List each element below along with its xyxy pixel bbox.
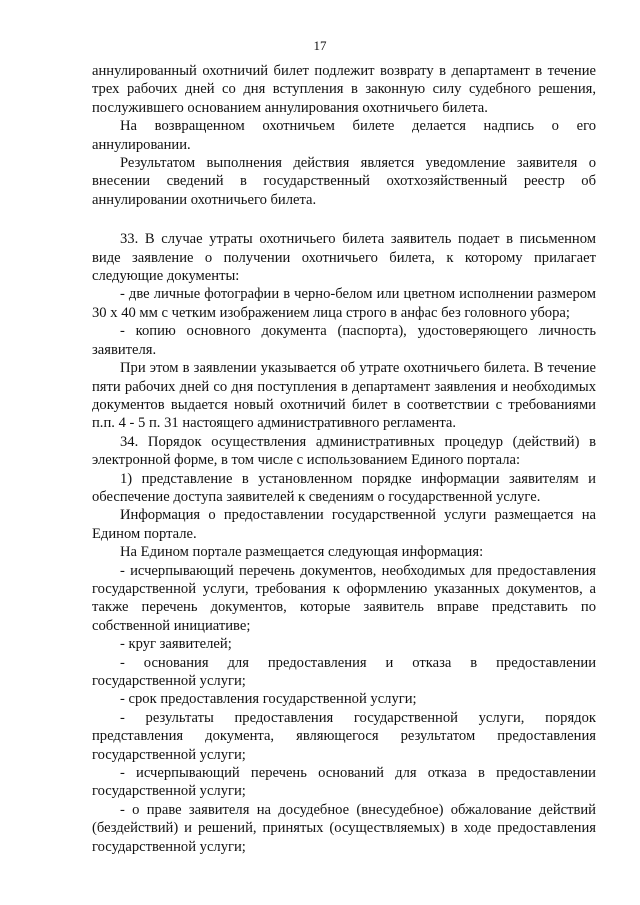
paragraph: - результаты предоставления государственной услуги, порядок представления документа, являющегося результатом предоставления государственной услуги; — [92, 709, 596, 763]
paragraph: - срок предоставления государственной услуги; — [120, 691, 417, 708]
page-number: 17 — [313, 38, 327, 53]
paragraph: 1) представление в установленном порядке информации заявителям и обеспечение доступа заявителей к сведениям о государственной услуге. — [92, 470, 596, 505]
paragraph: - две личные фотографии в черно-белом или цветном исполнении размером 30 х 40 мм с четким изображением лица строго в анфас без головного убора; — [92, 286, 596, 321]
document-body — [92, 62, 596, 856]
paragraph: 33. В случае утраты охотничьего билета заявитель подает в письменном виде заявление о получении охотничьего билета, к которому прилагает следующие документы: — [92, 231, 596, 285]
paragraph-gap — [92, 209, 596, 230]
paragraph: 34. Порядок осуществления административных процедур (действий) в электронной форме, в том числе с использованием Единого портала: — [92, 433, 596, 469]
paragraph: При этом в заявлении указывается об утрате охотничьего билета. В течение пяти рабочих дней со дня поступления в департамент заявления и необходимых документов выдается новый охотничий билет в соответствии с требованиями п.п. 4 - 5 п. 31 настоящего административного регламента. — [92, 360, 596, 432]
paragraph: - исчерпывающий перечень документов, необходимых для предоставления государственной услуги, требования к оформлению указанных документов, а также перечень документов, которые заявитель вправе представить по собственной инициативе; — [92, 562, 596, 634]
paragraph: - круг заявителей; — [120, 636, 232, 653]
paragraph: - копию основного документа (паспорта), удостоверяющего личность заявителя. — [92, 323, 596, 358]
paragraph: На Едином портале размещается следующая информация: — [120, 544, 484, 561]
paragraph: На возвращенном охотничьем билете делается надпись о его аннулировании. — [92, 118, 596, 153]
paragraph: - основания для предоставления и отказа в предоставлении государственной услуги; — [92, 654, 596, 689]
paragraph: Результатом выполнения действия является уведомление заявителя о внесении сведений в государственный охотхозяйственный реестр об аннулировании охотничьего билета. — [92, 155, 596, 208]
paragraph: Информация о предоставлении государственной услуги размещается на Едином портале. — [92, 507, 596, 542]
paragraph: - исчерпывающий перечень оснований для отказа в предоставлении государственной услуги; — [92, 765, 596, 800]
paragraph: аннулированный охотничий билет подлежит возврату в департамент в течение трех рабочих дней со дня вступления в законную силу судебного решения, послужившего основанием аннулирования охотничьего билета. — [92, 63, 596, 116]
paragraph: - о праве заявителя на досудебное (внесудебное) обжалование действий (бездействий) и решений, принятых (осуществляемых) в ходе предоставления государственной услуги; — [92, 801, 596, 855]
